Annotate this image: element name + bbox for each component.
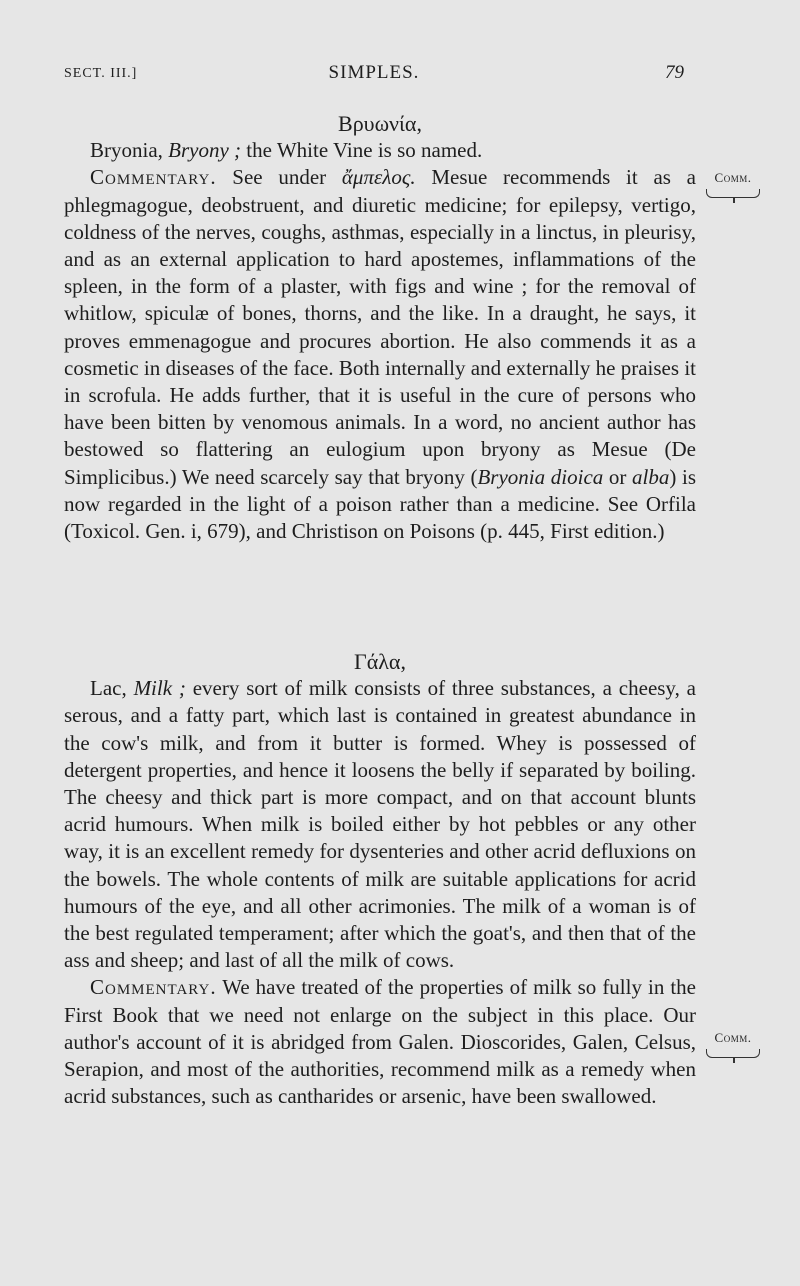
entry-heading-greek: Γάλα, — [354, 649, 406, 674]
brace-mark — [706, 189, 760, 198]
commentary-text: Mesue recommends it as a phlegmagogue, deobstruent, and diuretic medicine; for epilepsy, vertigo, coldness of the nerves, coughs, asthmas, especially in a linctus, in pleurisy, and as an external application to hard apostemes, inflammations of the spleen, in the form of a plaster, with figs and wine ; for the removal of whitlow, spiculæ of bones, thorns, and the like. In a draught, he says, it proves emmenagogue and procures abortion. He also commends it as a cosmetic in diseases of the face. Both internally and externally he praises it in scrofula. He adds further, that it is useful in the cure of persons who have been bitten by venomous animals. In a word, no ancient author has bestowed so flattering an eulogium upon bryony as Mesue (De Simplicibus.) We need scarcely say that bryony ( — [64, 165, 696, 489]
margin-note-label: Comm. — [714, 1030, 752, 1045]
commentary-italic: Bryonia dioica — [477, 464, 604, 489]
definition-english: Bryony ; — [168, 138, 242, 163]
definition-latin: Lac, — [90, 676, 134, 701]
definition-text: the White Vine is so named. — [241, 138, 483, 163]
brace-mark — [706, 1049, 760, 1058]
commentary-label: Commentary. — [90, 975, 217, 1000]
entry-milk — [64, 648, 696, 1110]
page-title: SIMPLES. — [328, 62, 420, 83]
definition-text: every sort of milk consists of three substances, a cheesy, a serous, and a fatty part, which last is contained in greatest abundance in the cow's milk, and from it butter is formed. Whey is possessed of detergent properties, and hence it loosens the belly if separated by boiling. The cheesy and thick part is more compact, and on that account blunts acrid humours. When milk is boiled either by hot pebbles or any other way, it is an excellent remedy for dysenteries and other acrid defluxions on the bowels. The whole contents of milk are suitable applications for acrid humours of the eye, and all other acrimonies. The milk of a woman is of the best regulated temperament; after which the goat's, and then that of the ass and sheep; and last of all the milk of cows. — [64, 676, 696, 973]
commentary-italic: alba — [632, 464, 670, 489]
definition-english: Milk ; — [133, 676, 186, 701]
commentary-paragraph — [64, 974, 696, 1110]
running-head — [64, 62, 684, 88]
commentary-greek-ref: ἄμπελος. — [341, 165, 416, 190]
margin-note-commentary — [702, 1030, 764, 1058]
definition-latin: Bryonia, — [90, 138, 169, 163]
entry-definition — [64, 675, 696, 974]
margin-note-commentary — [702, 170, 764, 198]
section-label: SECT. III.] — [64, 66, 138, 81]
entry-heading-greek: Βρυωνία, — [338, 111, 422, 136]
entry-bryony — [64, 110, 696, 545]
commentary-label: Commentary. — [90, 165, 217, 190]
commentary-text: or — [603, 464, 633, 489]
entry-definition — [64, 137, 696, 164]
commentary-text: We have treated of the properties of milk so fully in the First Book that we need not enlarge on the subject in this place. Our author's account of it is abridged from Galen. Dioscorides, Galen, Celsus, Serapion, and most of the authorities, recommend milk as a remedy when acrid substances, such as cantharides or arsenic, have been swallowed. — [64, 975, 696, 1109]
commentary-text: See under — [216, 165, 342, 190]
commentary-text: ) is now regarded in the light of a poison rather than a medicine. See Orfila (Toxicol. Gen. i, 679), and Christison on Poisons (p. 445, First edition.) — [64, 464, 697, 544]
commentary-paragraph — [64, 164, 696, 545]
margin-note-label: Comm. — [714, 170, 752, 185]
page-number: 79 — [665, 62, 684, 83]
